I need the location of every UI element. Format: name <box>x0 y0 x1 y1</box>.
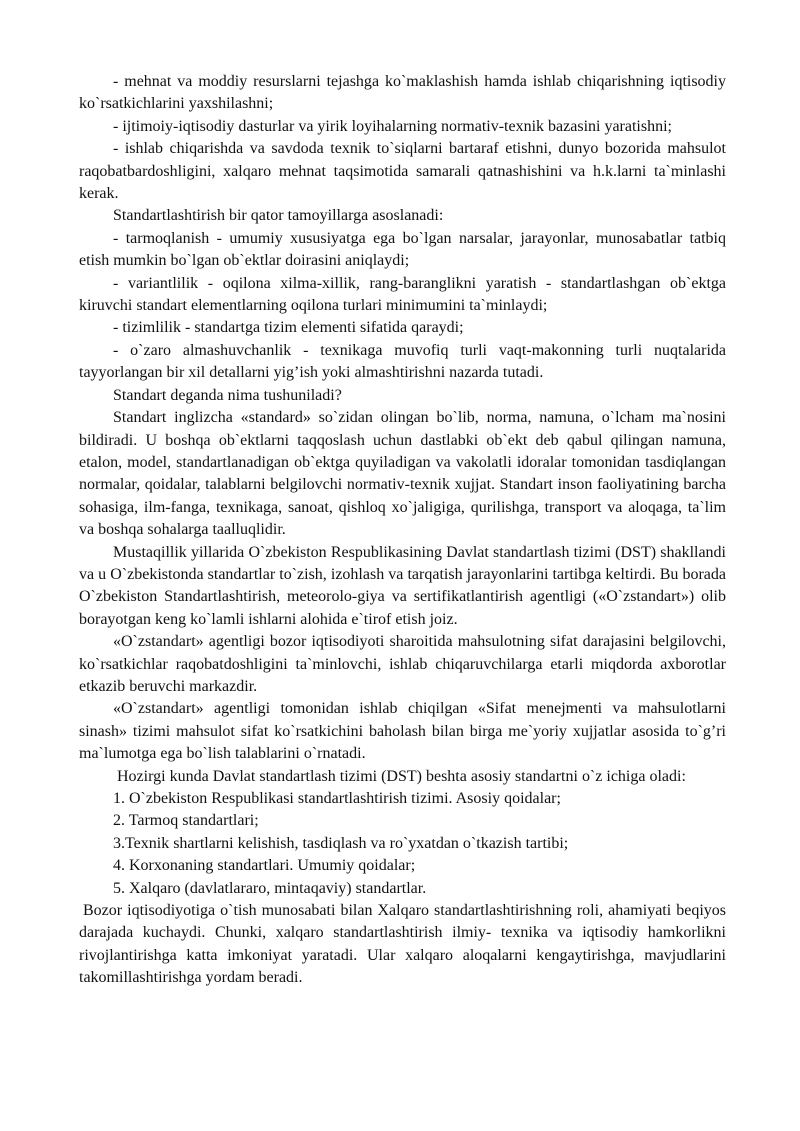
paragraph-question: Standart deganda nima tushuniladi? <box>113 386 342 404</box>
list-item: 3.Texnik shartlarni kelishish, tasdiqlash va ro`yxatdan o`tkazish tartibi; <box>113 834 569 852</box>
list-item: 4. Korxonaning standartlari. Umumiy qoidalar; <box>113 857 416 875</box>
list-item: 2. Tarmoq standartlari; <box>113 812 259 830</box>
paragraph-closing: Bozor iqtisodiyotiga o`tish munosabati bilan Xalqaro standartlashtirishning roli, ahamiyati beqiyos darajada kuchaydi. Chunki, xalqaro standartlashtirish ilmiy- texnika va iqtisodiy hamkorlikni rivojlantirishga katta imkoniyat yaratadi. Ular xalqaro aloqalarni kengaytirishga, mavjudlarini takomillashtirishga yordam beradi. <box>79 902 726 987</box>
paragraph-quality-system: «O`zstandart» agentligi tomonidan ishlab chiqilgan «Sifat menejmenti va mahsulotlarni sinash» tizimi mahsulot sifat ko`rsatkichini baholash bilan birga me`yoriy xujjatlar asosida to`g’ri ma`lumotga ega bo`lish talablarini o`rnatadi. <box>79 700 726 763</box>
paragraph-five-standards: Hozirgi kunda Davlat standartlash tizimi (DST) beshta asosiy standartni o`z ichiga oladi: <box>117 767 686 785</box>
standards-list <box>79 788 726 900</box>
paragraph-dst-history: Mustaqillik yillarida O`zbekiston Respublikasining Davlat standartlash tizimi (DST) shakllandi va u O`zbekistonda standartlar to`zish, izohlash va tarqatish jarayonlarini tartibga keltirdi. Bu borada O`zbekiston Standartlashtirish, meteorolo-giya va sertifikatlantirish agentligi («O`zstandart») olib borayotgan keng ko`lamli ishlarni alohida e`tirof etish joiz. <box>79 543 726 628</box>
paragraph-interchangeability: - o`zaro almashuvchanlik - texnikaga muvofiq turli vaqt-makonning turli nuqtalarida tayyorlangan bir xil detallarni yig’ish yoki almashtirishni nazarda tutadi. <box>79 341 726 382</box>
list-item: 5. Xalqaro (davlatlararo, mintaqaviy) standartlar. <box>113 879 427 897</box>
paragraph-systemic: - tizimlilik - standartga tizim elementi sifatida qaraydi; <box>113 319 464 337</box>
paragraph-standard-definition: Standart inglizcha «standard» so`zidan olingan bo`lib, norma, namuna, o`lcham ma`nosini bildiradi. U boshqa ob`ektlarni taqqoslash uchun dastlabki ob`ekt deb qabul qilingan namuna, etalon, model, standartlanadigan ob`ektga quyiladigan va vakolatli idoralar tomonidan tasdiqlangan normalar, qoidalar, talablarni belgilovchi normativ-texnik xujjat. Standart inson faoliyatining barcha sohasiga, ilm-fanga, texnikaga, sanoat, qishloq xo`jaligiga, qurilishga, transport va aloqaga, ta`lim va boshqa sohalarga taalluqlidir. <box>79 409 726 539</box>
paragraph-branching: - tarmoqlanish - umumiy xususiyatga ega bo`lgan narsalar, jarayonlar, munosabatlar tatbiq etish mumkin bo`lgan ob`ektlar doirasini aniqlaydi; <box>79 229 726 270</box>
paragraph-variability: - variantlilik - oqilona xilma-xillik, rang-baranglikni yaratish - standartlashgan ob`ektga kiruvchi standart elementlarning oqilona turlari minimumini ta`minlaydi; <box>79 274 726 315</box>
paragraph-technical-barriers: - ishlab chiqarishda va savdoda texnik to`siqlarni bartaraf etishni, dunyo bozorida mahsulot raqobatbardoshligini, xalqaro mehnat taqsimotida samarali qatnashishini va h.k.larni ta`minlashi kerak. <box>79 140 726 203</box>
paragraph-resources: - mehnat va moddiy resurslarni tejashga ko`maklashish hamda ishlab chiqarishning iqtisodiy ko`rsatkichlarini yaxshilashni; <box>79 73 726 113</box>
paragraph-normative-base: - ijtimoiy-iqtisodiy dasturlar va yirik loyihalarning normativ-texnik bazasini yaratishni; <box>113 117 672 135</box>
list-item: 1. O`zbekiston Respublikasi standartlashtirish tizimi. Asosiy qoidalar; <box>113 790 561 807</box>
paragraph-principles-intro: Standartlashtirish bir qator tamoyillarga asoslanadi: <box>113 207 444 225</box>
paragraph-agency-role: «O`zstandart» agentligi bozor iqtisodiyoti sharoitida mahsulotning sifat darajasini belgilovchi, ko`rsatkichlar raqobatdoshligini ta`minlovchi, ishlab chiqaruvchilarga etarli miqdorda axborotlar etkazib beruvchi markazdir. <box>79 633 726 695</box>
